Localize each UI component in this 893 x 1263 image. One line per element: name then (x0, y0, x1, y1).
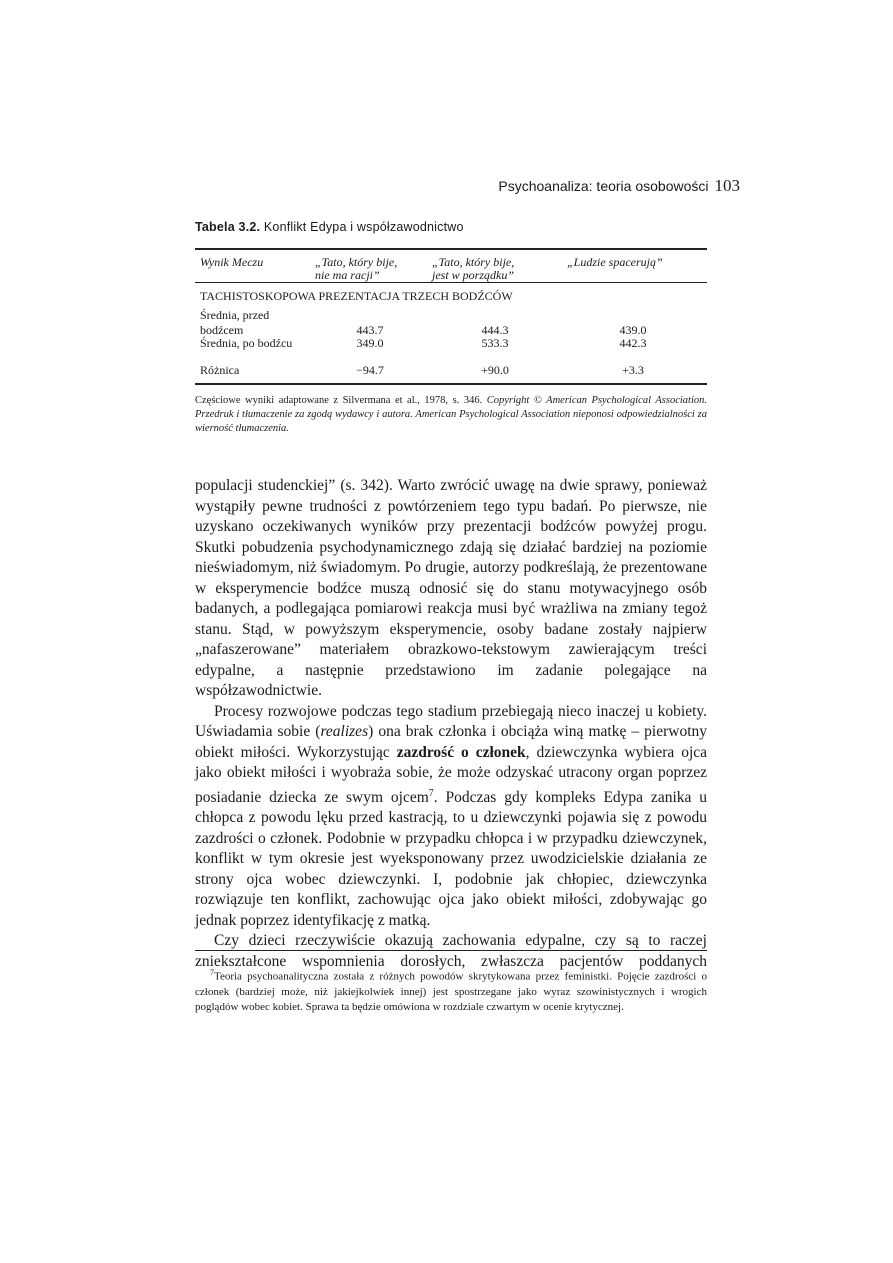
footnote (195, 965, 707, 1015)
running-header (400, 176, 740, 196)
table-cell: 444.3 (481, 323, 509, 337)
footnote-text: Teoria psychoanalityczna została z różnych powodów skrytykowana przez feministki. Pojęcie zazdrości o członek (bardziej może, niż jakiejkolwiek innej) jest spostrzegane jako wyraz szowinistycznych i wrogich poglądów wobec kobiet. Sprawa ta będzie omówiona w rozdziale czwartym w ocenie krytycznej. (195, 970, 707, 1013)
running-title: Psychoanaliza: teoria osobowości (498, 178, 709, 194)
table-top-rule (195, 248, 707, 250)
table-section-title: TACHISTOSKOPOWA PREZENTACJA TRZECH BODŹCÓW (200, 289, 513, 303)
table-header-rule (195, 282, 707, 283)
table-cell: 439.0 (619, 323, 647, 337)
table-row-label: Średnia, po bodźcu (200, 336, 293, 350)
table-cell: 443.7 (356, 323, 384, 337)
table-cell: 442.3 (619, 336, 647, 350)
paragraph: Procesy rozwojowe podczas tego stadium przebiegają nieco inaczej u kobiety. Uświadamia sobie (realizes) ona brak członka i obciąża winą matkę – pierwotny obiekt miłości. Wykorzystując zazdrość o członek, dziewczynka wybiera ojca jako obiekt miłości i wyobraża sobie, że może odzyskać utracony organ poprzez posiadanie dziecka ze swym ojcem$^7$. Podczas gdy kompleks Edypa zanika u chłopca z powodu lęku przed kastracją, to u dziewczynki pojawia się z powodu zazdrości o członek. Podobnie w przypadku chłopca i w przypadku dziewczynek, konflikt w tym okresie jest wyeksponowany przez uwodzicielskie działania ze strony ojca wobec dziewczynki. I, podobnie jak chłopiec, dziewczynka rozwiązuje ten konflikt, zachowując ojca jako obiekt miłości, zdobywając go jednak poprzez identyfikację z matką. (195, 702, 708, 929)
table-caption-label: Tabela 3.2. (195, 220, 261, 234)
table-source-note: Częściowe wyniki adaptowane z Silvermana et al., 1978, s. 346. Copyright © American Psychological Association. Przedruk i tłumaczenie za zgodą wydawcy i autora. American Psychological Association nieponosi odpowiedzialności za wierność tłumaczenia. (195, 395, 707, 434)
table-bottom-rule (195, 383, 707, 385)
paragraph: populacji studenckiej” (s. 342). Warto zwrócić uwagę na dwie sprawy, ponieważ wystąpiły pewne trudności z powtórzeniem tego typu badań. Po pierwsze, nie uzyskano oczekiwanych wyników przy prezentacji bodźców powyżej progu. Skutki pobudzenia psychodynamicznego zdają się działać bardziej na poziomie nieświadomym, niż świadomym. Po drugie, autorzy podkreślają, że prezentowane w eksperymencie bodźce muszą odnosić się do stanu motywacyjnego osób badanych, a podlegająca pomiarowi reakcja musi być wrażliwa na zmiany tegoż stanu. Stąd, w powyższym eksperymencie, osoby badane zostały najpierw „nafaszerowane” materiałem obrazkowo-tekstowym zawierającym treści edypalne, a następnie przedstawiono im zadanie polegające na współzawodnictwie. (195, 477, 707, 699)
paragraph: Czy dzieci rzeczywiście okazują zachowania edypalne, czy są to raczej zniekształcone wspomnienia dorosłych, zwłaszcza pacjentów poddanych (195, 932, 707, 970)
table-cell: +90.0 (481, 363, 509, 377)
page-number: 103 (714, 176, 740, 195)
table-cell: 533.3 (481, 336, 509, 350)
table-caption-title: Konflikt Edypa i współzawodnictwo (263, 220, 464, 234)
col-header-4: „Ludzie spacerują” (567, 255, 663, 269)
table-row-label: Różnica (200, 363, 240, 377)
table-cell: −94.7 (356, 363, 384, 377)
col-header-3: „Tato, który bije, jest w porządku” (432, 255, 515, 282)
footnote-rule (195, 950, 707, 951)
col-header-1: Wynik Meczu (200, 255, 264, 269)
table-caption (195, 220, 464, 234)
footnote-marker: 7 (210, 968, 214, 977)
body-text (195, 476, 707, 972)
table-cell: +3.3 (622, 363, 644, 377)
table-cell: 349.0 (356, 336, 384, 350)
table-row-label: Średnia, przed bodźcem (200, 308, 270, 337)
emphasis-term: zazdrość o członek (396, 743, 526, 761)
footnote-ref: 7 (428, 787, 434, 799)
col-header-2: „Tato, który bije, nie ma racji” (315, 255, 398, 282)
